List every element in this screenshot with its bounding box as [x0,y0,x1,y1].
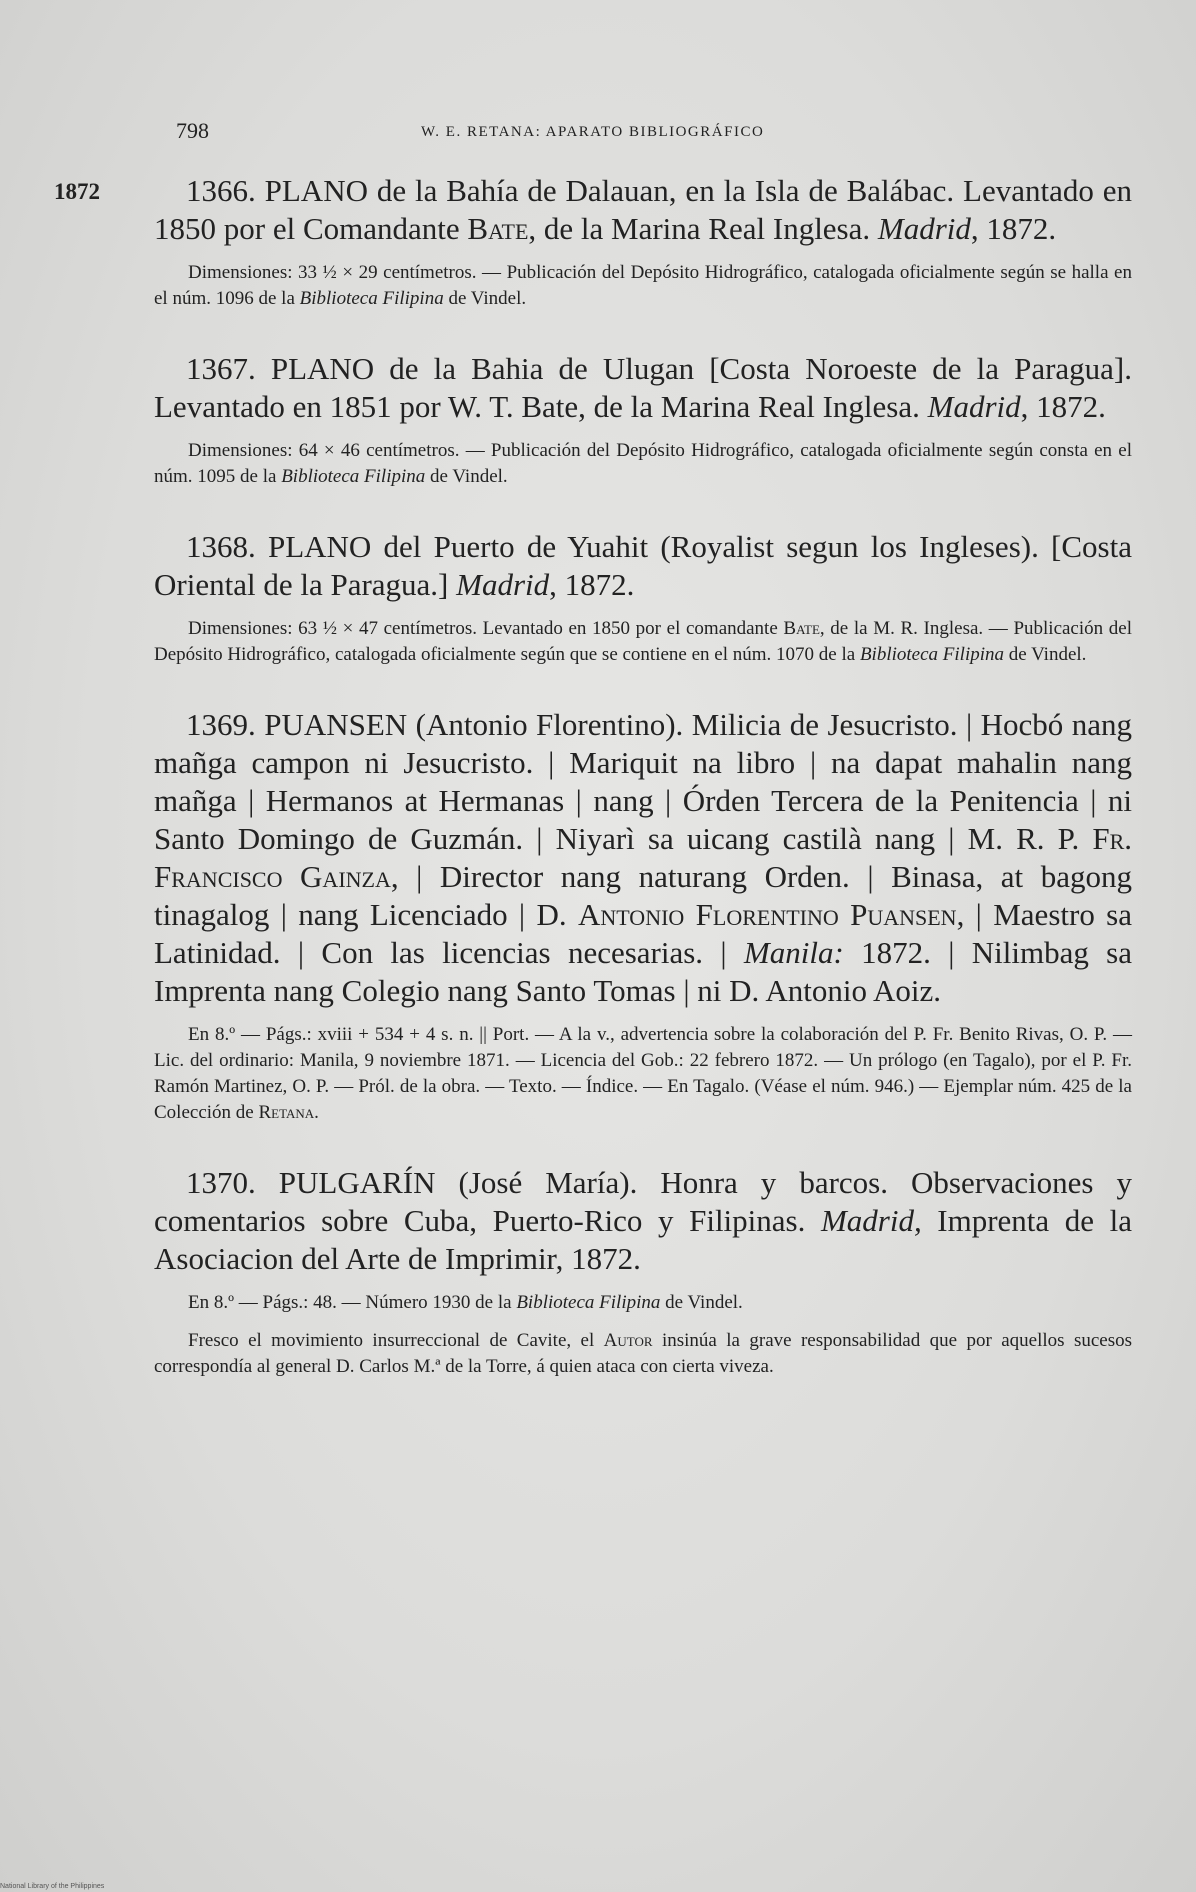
entry-number: 1366. [186,173,256,208]
entry-1370 [154,1164,1132,1380]
entry-title: 1366. PLANO de la Bahía de Dalauan, en la Isla de Balábac. Levantado en 1850 por el Comandante Bate, de la Marina Real Inglesa. Madrid, 1872. [154,173,1132,246]
page-body [154,172,1132,1380]
entry-title: 1370. PULGARÍN (José María). Honra y barcos. Observaciones y comentarios sobre Cuba, Puerto-Rico y Filipinas. Madrid, Imprenta de la Asociacion del Arte de Imprimir, 1872. [154,1165,1132,1276]
entry-note: Dimensiones: 33 ½ × 29 centímetros. — Publicación del Depósito Hidrográfico, catalogada oficialmente según se halla en el núm. 1096 de la Biblioteca Filipina de Vindel. [154,262,1132,309]
entry-1367 [154,350,1132,490]
page-number: 798 [176,118,209,143]
entry-note: Dimensiones: 63 ½ × 47 centímetros. Levantado en 1850 por el comandante Bate, de la M. R. Inglesa. — Publicación del Depósito Hidrográfico, catalogada oficialmente según que se contiene en el núm. 1070 de la Biblioteca Filipina de Vindel. [154,618,1132,665]
entry-title: 1369. PUANSEN (Antonio Florentino). Milicia de Jesucristo. | Hocbó nang mañga campon ni Jesucristo. | Mariquit na libro | na dapat mahalin nang mañga | Hermanos at Hermanas | nang | Órden Tercera de la Penitencia | ni Santo Domingo de Guzmán. | Niyarì sa uicang castilà nang | M. R. P. Fr. Francisco Gainza, | Director nang naturang Orden. | Binasa, at bagong tinagalog | nang Licenciado | D. Antonio Florentino Puansen, | Maestro sa Latinidad. | Con las licencias necesarias. | Manila: 1872. | Nilimbag sa Imprenta nang Colegio nang Santo Tomas | ni D. Antonio Aoiz. [154,707,1132,1008]
entry-title: 1368. PLANO del Puerto de Yuahit (Royalist segun los Ingleses). [Costa Oriental de la Paragua.] Madrid, 1872. [154,529,1132,602]
entry-title: 1367. PLANO de la Bahia de Ulugan [Costa Noroeste de la Paragua]. Levantado en 1851 por W. T. Bate, de la Marina Real Inglesa. Madrid, 1872. [154,351,1133,424]
entry-note: Dimensiones: 64 × 46 centímetros. — Publicación del Depósito Hidrográfico, catalogada oficialmente según consta en el núm. 1095 de la Biblioteca Filipina de Vindel. [154,440,1132,487]
entry-number: 1367. [186,351,256,386]
running-title: W. E. RETANA: APARATO BIBLIOGRÁFICO [421,124,765,140]
entry-note: En 8.º — Págs.: 48. — Número 1930 de la Biblioteca Filipina de Vindel. [188,1292,743,1313]
entry-1368 [154,528,1132,668]
entry-commentary: Fresco el movimiento insurreccional de Cavite, el Autor insinúa la grave responsabilidad que por aquellos sucesos correspondía al general D. Carlos M.ª de la Torre, á quien ataca con cierta viveza. [154,1330,1132,1377]
entry-1366 [154,172,1132,312]
entry-1369 [154,706,1132,1126]
entry-number: 1368. [186,529,256,564]
entry-number: 1370. [186,1165,256,1200]
library-credit: National Library of the Philippines [0,1883,105,1890]
year-margin: 1872 [54,179,100,204]
entry-note: En 8.º — Págs.: xviii + 534 + 4 s. n. || Port. — A la v., advertencia sobre la colaboración del P. Fr. Benito Rivas, O. P. — Lic. del ordinario: Manila, 9 noviembre 1871. — Licencia del Gob.: 22 febrero 1872. — Un prólogo (en Tagalo), por el P. Fr. Ramón Martinez, O. P. — Pról. de la obra. — Texto. — Índice. — En Tagalo. (Véase el núm. 946.) — Ejemplar núm. 425 de la Colección de Retana. [154,1024,1132,1123]
entry-number: 1369. [186,707,256,742]
